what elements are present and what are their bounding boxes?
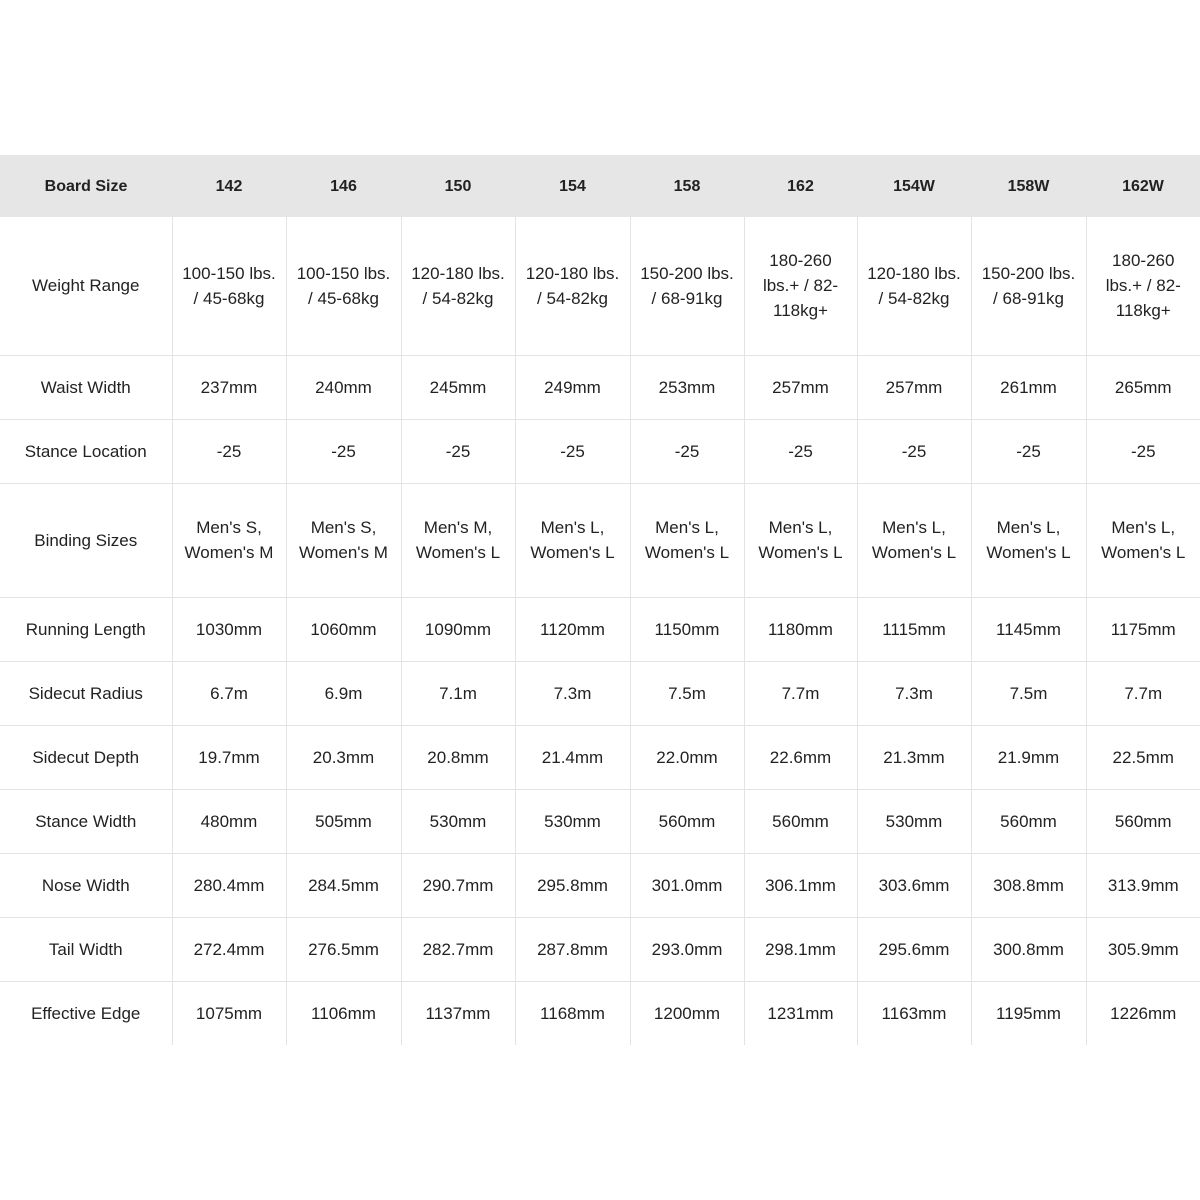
table-cell: 120-180 lbs. / 54-82kg (857, 217, 971, 355)
table-cell: 1115mm (857, 597, 971, 661)
table-cell: 1195mm (971, 981, 1086, 1045)
table-cell: Men's L, Women's L (1086, 483, 1200, 597)
size-header: 146 (286, 155, 401, 217)
table-cell: 150-200 lbs. / 68-91kg (971, 217, 1086, 355)
table-cell: 305.9mm (1086, 917, 1200, 981)
table-cell: -25 (971, 419, 1086, 483)
row-label: Sidecut Radius (0, 661, 172, 725)
table-cell: 1145mm (971, 597, 1086, 661)
table-cell: 20.8mm (401, 725, 515, 789)
table-row (0, 981, 1200, 1045)
table-cell: 1163mm (857, 981, 971, 1045)
size-header: 154W (857, 155, 971, 217)
table-cell: 7.5m (971, 661, 1086, 725)
table-cell: 249mm (515, 355, 630, 419)
table-cell: 257mm (857, 355, 971, 419)
table-row (0, 419, 1200, 483)
table-cell: 21.9mm (971, 725, 1086, 789)
table-cell: Men's S, Women's M (286, 483, 401, 597)
table-cell: 287.8mm (515, 917, 630, 981)
table-row (0, 597, 1200, 661)
table-cell: 301.0mm (630, 853, 744, 917)
row-label: Stance Location (0, 419, 172, 483)
table-cell: 261mm (971, 355, 1086, 419)
table-cell: -25 (1086, 419, 1200, 483)
table-cell: 298.1mm (744, 917, 857, 981)
table-cell: 505mm (286, 789, 401, 853)
table-cell: 1226mm (1110, 1003, 1177, 1023)
table-cell: -25 (630, 419, 744, 483)
table-cell: 560mm (630, 789, 744, 853)
table-cell: 100-150 lbs. / 45-68kg (172, 217, 286, 355)
table-cell: 530mm (857, 789, 971, 853)
table-cell: 7.5m (630, 661, 744, 725)
table-cell: Men's S, Women's M (172, 483, 286, 597)
table-cell: -25 (401, 419, 515, 483)
table-cell: Men's L, Women's L (630, 483, 744, 597)
table-cell: 272.4mm (172, 917, 286, 981)
table-header (0, 155, 1200, 217)
table-cell: 7.1m (401, 661, 515, 725)
table-cell: 22.6mm (744, 725, 857, 789)
table-row (0, 217, 1200, 355)
row-label: Waist Width (0, 355, 172, 419)
table-cell: 245mm (401, 355, 515, 419)
size-header: 162 (744, 155, 857, 217)
table-cell: 295.8mm (515, 853, 630, 917)
size-header: 158 (630, 155, 744, 217)
table-cell: 560mm (971, 789, 1086, 853)
table-cell: 530mm (401, 789, 515, 853)
table-cell: -25 (744, 419, 857, 483)
table-cell: 293.0mm (630, 917, 744, 981)
table-cell: 1120mm (515, 597, 630, 661)
size-header: 162W (1086, 155, 1200, 217)
table-row (0, 483, 1200, 597)
table-cell: 1180mm (744, 597, 857, 661)
table-cell: 1200mm (630, 981, 744, 1045)
table-cell: 1150mm (630, 597, 744, 661)
board-size-spec-table (0, 155, 1200, 1045)
table-cell: 265mm (1086, 355, 1200, 419)
row-label: Running Length (0, 597, 172, 661)
table-cell: 290.7mm (401, 853, 515, 917)
table-cell: Men's L, Women's L (971, 483, 1086, 597)
size-header: 154 (515, 155, 630, 217)
table-row (0, 853, 1200, 917)
table-cell: 1137mm (401, 981, 515, 1045)
table-cell: 1030mm (172, 597, 286, 661)
table-cell: 6.7m (172, 661, 286, 725)
table-cell: 6.9m (286, 661, 401, 725)
table-cell: -25 (515, 419, 630, 483)
table-cell: 303.6mm (857, 853, 971, 917)
table-cell: Men's L, Women's L (515, 483, 630, 597)
row-label: Binding Sizes (0, 483, 172, 597)
table-cell: 560mm (744, 789, 857, 853)
table-cell: 1075mm (172, 981, 286, 1045)
table-row (0, 789, 1200, 853)
table-cell: 100-150 lbs. / 45-68kg (286, 217, 401, 355)
table-cell: 1060mm (286, 597, 401, 661)
table-cell: 306.1mm (744, 853, 857, 917)
table-row (0, 661, 1200, 725)
table-cell: 300.8mm (971, 917, 1086, 981)
table-cell: 120-180 lbs. / 54-82kg (401, 217, 515, 355)
row-label: Effective Edge (0, 981, 172, 1045)
table-cell: 237mm (172, 355, 286, 419)
table-cell: 19.7mm (172, 725, 286, 789)
table-cell: -25 (286, 419, 401, 483)
table-cell: 21.3mm (857, 725, 971, 789)
table-cell: 7.7m (744, 661, 857, 725)
table-cell: 1106mm (286, 981, 401, 1045)
table-cell: 7.3m (857, 661, 971, 725)
table-cell: 530mm (515, 789, 630, 853)
row-label: Tail Width (0, 917, 172, 981)
table-cell: 7.7m (1086, 661, 1200, 725)
table-cell: 284.5mm (286, 853, 401, 917)
size-header: 150 (401, 155, 515, 217)
header-row (0, 155, 1200, 217)
table-cell: 1231mm (744, 981, 857, 1045)
size-header: 158W (971, 155, 1086, 217)
table-cell: 180-260 lbs.+ / 82-118kg+ (1086, 217, 1200, 355)
table-cell: 120-180 lbs. / 54-82kg (515, 217, 630, 355)
table-cell: 22.0mm (630, 725, 744, 789)
table-cell: 7.3m (515, 661, 630, 725)
table-cell: 276.5mm (286, 917, 401, 981)
table-cell: 308.8mm (971, 853, 1086, 917)
table-cell: 1175mm (1086, 597, 1200, 661)
table-cell: Men's L, Women's L (744, 483, 857, 597)
row-label: Nose Width (0, 853, 172, 917)
table-cell: Men's L, Women's L (857, 483, 971, 597)
table-cell: 282.7mm (401, 917, 515, 981)
row-label: Weight Range (0, 217, 172, 355)
table-cell: -25 (857, 419, 971, 483)
size-header: 142 (172, 155, 286, 217)
table-cell: 295.6mm (857, 917, 971, 981)
table-cell: 240mm (286, 355, 401, 419)
row-label: Stance Width (0, 789, 172, 853)
table-row (0, 917, 1200, 981)
table-cell: 257mm (744, 355, 857, 419)
table-cell: 20.3mm (286, 725, 401, 789)
table-row (0, 725, 1200, 789)
table-cell: 1168mm (515, 981, 630, 1045)
row-label: Sidecut Depth (0, 725, 172, 789)
table-cell: 21.4mm (515, 725, 630, 789)
table-cell: 1090mm (401, 597, 515, 661)
table-cell: 253mm (630, 355, 744, 419)
table-cell: 22.5mm (1086, 725, 1200, 789)
table-body (0, 217, 1200, 1045)
table-row (0, 355, 1200, 419)
table-cell: Men's M, Women's L (401, 483, 515, 597)
table-cell: 280.4mm (172, 853, 286, 917)
table-cell: 150-200 lbs. / 68-91kg (630, 217, 744, 355)
table-cell: 180-260 lbs.+ / 82-118kg+ (744, 217, 857, 355)
table-cell: 560mm (1086, 789, 1200, 853)
table-cell: 480mm (172, 789, 286, 853)
board-size-header: Board Size (0, 155, 172, 217)
table-cell: -25 (172, 419, 286, 483)
table-cell: 313.9mm (1086, 853, 1200, 917)
